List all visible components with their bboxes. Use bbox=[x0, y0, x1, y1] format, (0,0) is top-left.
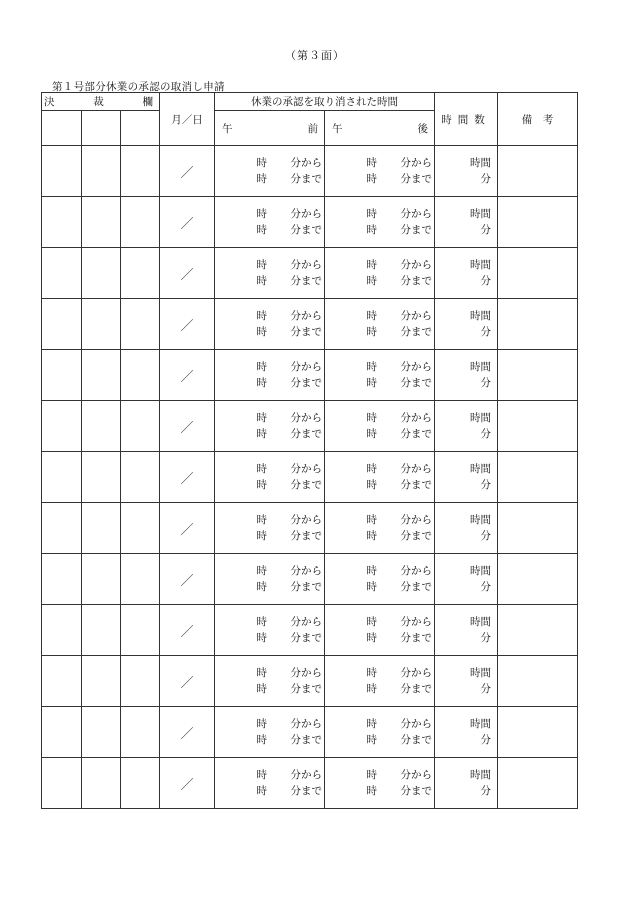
hours-unit-label: 時間 bbox=[470, 769, 491, 781]
hour-label: 時 bbox=[256, 377, 267, 389]
remarks-cell[interactable] bbox=[498, 452, 578, 503]
table-row bbox=[42, 248, 578, 299]
to-label: 分まで bbox=[400, 173, 432, 185]
hours-count-cell[interactable] bbox=[435, 248, 498, 299]
minutes-unit-label: 分 bbox=[480, 581, 491, 593]
from-label: 分から bbox=[290, 310, 322, 322]
from-label: 分から bbox=[400, 463, 432, 475]
month-day-cell[interactable] bbox=[160, 401, 215, 452]
month-day-cell[interactable] bbox=[160, 605, 215, 656]
decision-cell-2[interactable] bbox=[82, 299, 121, 350]
decision-cell-3[interactable] bbox=[121, 605, 160, 656]
minutes-unit-label: 分 bbox=[480, 377, 491, 389]
hours-unit-label: 時間 bbox=[470, 565, 491, 577]
decision-cell-1[interactable] bbox=[42, 554, 82, 605]
decision-cell-1[interactable] bbox=[42, 350, 82, 401]
decision-cell-1[interactable] bbox=[42, 401, 82, 452]
decision-cell-3[interactable] bbox=[121, 197, 160, 248]
hours-count-cell[interactable] bbox=[435, 707, 498, 758]
decision-char-2: 裁 bbox=[93, 96, 104, 108]
remarks-cell[interactable] bbox=[498, 248, 578, 299]
date-slash: ／ bbox=[180, 369, 194, 385]
to-label: 分まで bbox=[290, 632, 322, 644]
minutes-unit-label: 分 bbox=[480, 632, 491, 644]
hour-label: 時 bbox=[366, 667, 377, 679]
from-label: 分から bbox=[290, 718, 322, 730]
from-label: 分から bbox=[400, 361, 432, 373]
hour-label: 時 bbox=[256, 224, 267, 236]
hour-label: 時 bbox=[366, 173, 377, 185]
to-label: 分まで bbox=[400, 377, 432, 389]
hour-label: 時 bbox=[366, 326, 377, 338]
hours-count-cell[interactable] bbox=[435, 554, 498, 605]
decision-cell-1[interactable] bbox=[42, 146, 82, 197]
from-label: 分から bbox=[400, 616, 432, 628]
from-label: 分から bbox=[400, 565, 432, 577]
month-day-cell[interactable] bbox=[160, 503, 215, 554]
hours-count-cell[interactable] bbox=[435, 503, 498, 554]
hour-label: 時 bbox=[256, 530, 267, 542]
hour-label: 時 bbox=[256, 632, 267, 644]
from-label: 分から bbox=[400, 310, 432, 322]
hour-label: 時 bbox=[366, 683, 377, 695]
hours-unit-label: 時間 bbox=[470, 667, 491, 679]
am-char-2: 前 bbox=[307, 122, 318, 135]
month-day-cell[interactable] bbox=[160, 452, 215, 503]
decision-cell-2[interactable] bbox=[82, 656, 121, 707]
date-slash: ／ bbox=[180, 624, 194, 640]
from-label: 分から bbox=[400, 769, 432, 781]
to-label: 分まで bbox=[400, 224, 432, 236]
decision-cell-3[interactable] bbox=[121, 452, 160, 503]
pm-time-cell[interactable] bbox=[325, 656, 435, 707]
am-time-cell[interactable] bbox=[215, 707, 325, 758]
pm-time-cell[interactable] bbox=[325, 197, 435, 248]
from-label: 分から bbox=[290, 361, 322, 373]
hour-label: 時 bbox=[366, 259, 377, 271]
am-time-cell[interactable] bbox=[215, 350, 325, 401]
decision-cell-1[interactable] bbox=[42, 452, 82, 503]
hour-label: 時 bbox=[366, 361, 377, 373]
table-row bbox=[42, 350, 578, 401]
table-row bbox=[42, 401, 578, 452]
date-slash: ／ bbox=[180, 420, 194, 436]
hours-count-cell[interactable] bbox=[435, 197, 498, 248]
hour-label: 時 bbox=[366, 632, 377, 644]
pm-header bbox=[325, 111, 435, 146]
minutes-unit-label: 分 bbox=[480, 326, 491, 338]
to-label: 分まで bbox=[290, 785, 322, 797]
to-label: 分まで bbox=[400, 581, 432, 593]
to-label: 分まで bbox=[290, 275, 322, 287]
from-label: 分から bbox=[290, 463, 322, 475]
hour-label: 時 bbox=[256, 259, 267, 271]
hour-label: 時 bbox=[366, 734, 377, 746]
am-time-cell[interactable] bbox=[215, 248, 325, 299]
decision-cell-3[interactable] bbox=[121, 248, 160, 299]
to-label: 分まで bbox=[400, 275, 432, 287]
date-slash: ／ bbox=[180, 318, 194, 334]
date-slash: ／ bbox=[180, 522, 194, 538]
decision-cell-1[interactable] bbox=[42, 758, 82, 809]
from-label: 分から bbox=[290, 157, 322, 169]
pm-time-cell[interactable] bbox=[325, 605, 435, 656]
remarks-cell[interactable] bbox=[498, 554, 578, 605]
pm-time-cell[interactable] bbox=[325, 248, 435, 299]
date-slash: ／ bbox=[180, 726, 194, 742]
hours-count-cell[interactable] bbox=[435, 656, 498, 707]
remarks-cell[interactable] bbox=[498, 146, 578, 197]
hour-label: 時 bbox=[366, 581, 377, 593]
to-label: 分まで bbox=[290, 683, 322, 695]
hours-unit-label: 時間 bbox=[470, 259, 491, 271]
hour-label: 時 bbox=[256, 310, 267, 322]
decision-cell-1[interactable] bbox=[42, 299, 82, 350]
minutes-unit-label: 分 bbox=[480, 479, 491, 491]
hours-unit-label: 時間 bbox=[470, 361, 491, 373]
to-label: 分まで bbox=[400, 734, 432, 746]
decision-box-1[interactable] bbox=[42, 111, 82, 146]
decision-cell-3[interactable] bbox=[121, 299, 160, 350]
hours-count-cell[interactable] bbox=[435, 146, 498, 197]
decision-cell-2[interactable] bbox=[82, 605, 121, 656]
decision-cell-1[interactable] bbox=[42, 707, 82, 758]
decision-cell-3[interactable] bbox=[121, 707, 160, 758]
hour-label: 時 bbox=[256, 361, 267, 373]
am-char-1: 午 bbox=[222, 122, 233, 135]
decision-cell-2[interactable] bbox=[82, 248, 121, 299]
pm-char-1: 午 bbox=[332, 122, 343, 135]
to-label: 分まで bbox=[400, 785, 432, 797]
decision-cell-3[interactable] bbox=[121, 554, 160, 605]
from-label: 分から bbox=[290, 259, 322, 271]
am-time-cell[interactable] bbox=[215, 299, 325, 350]
decision-cell-2[interactable] bbox=[82, 350, 121, 401]
minutes-unit-label: 分 bbox=[480, 224, 491, 236]
decision-cell-3[interactable] bbox=[121, 503, 160, 554]
month-day-cell[interactable] bbox=[160, 554, 215, 605]
decision-cell-2[interactable] bbox=[82, 758, 121, 809]
decision-cell-1[interactable] bbox=[42, 503, 82, 554]
hours-count-cell[interactable] bbox=[435, 299, 498, 350]
hours-unit-label: 時間 bbox=[470, 208, 491, 220]
hour-label: 時 bbox=[256, 785, 267, 797]
hour-label: 時 bbox=[256, 157, 267, 169]
hour-label: 時 bbox=[366, 616, 377, 628]
from-label: 分から bbox=[400, 157, 432, 169]
from-label: 分から bbox=[400, 208, 432, 220]
am-time-cell[interactable] bbox=[215, 605, 325, 656]
month-day-cell[interactable] bbox=[160, 146, 215, 197]
hour-label: 時 bbox=[366, 275, 377, 287]
hour-label: 時 bbox=[256, 326, 267, 338]
hour-label: 時 bbox=[366, 463, 377, 475]
month-day-cell[interactable] bbox=[160, 350, 215, 401]
date-slash: ／ bbox=[180, 216, 194, 232]
date-slash: ／ bbox=[180, 471, 194, 487]
pm-time-cell[interactable] bbox=[325, 758, 435, 809]
hour-label: 時 bbox=[366, 530, 377, 542]
from-label: 分から bbox=[400, 718, 432, 730]
minutes-unit-label: 分 bbox=[480, 530, 491, 542]
hour-label: 時 bbox=[256, 412, 267, 424]
date-slash: ／ bbox=[180, 675, 194, 691]
hour-label: 時 bbox=[366, 565, 377, 577]
hour-label: 時 bbox=[366, 412, 377, 424]
month-day-cell[interactable] bbox=[160, 656, 215, 707]
hours-unit-label: 時間 bbox=[470, 514, 491, 526]
to-label: 分まで bbox=[400, 632, 432, 644]
from-label: 分から bbox=[290, 565, 322, 577]
minutes-unit-label: 分 bbox=[480, 734, 491, 746]
decision-cell-1[interactable] bbox=[42, 656, 82, 707]
minutes-unit-label: 分 bbox=[480, 785, 491, 797]
to-label: 分まで bbox=[400, 428, 432, 440]
am-header bbox=[215, 111, 325, 146]
hours-unit-label: 時間 bbox=[470, 310, 491, 322]
am-time-cell[interactable] bbox=[215, 656, 325, 707]
hours-count-cell[interactable] bbox=[435, 350, 498, 401]
remarks-header: 備 考 bbox=[498, 93, 578, 146]
to-label: 分まで bbox=[400, 683, 432, 695]
hours-unit-label: 時間 bbox=[470, 718, 491, 730]
remarks-cell[interactable] bbox=[498, 350, 578, 401]
remarks-cell[interactable] bbox=[498, 503, 578, 554]
hour-label: 時 bbox=[256, 479, 267, 491]
hour-label: 時 bbox=[256, 667, 267, 679]
decision-cell-3[interactable] bbox=[121, 401, 160, 452]
am-time-cell[interactable] bbox=[215, 197, 325, 248]
hours-unit-label: 時間 bbox=[470, 616, 491, 628]
date-slash: ／ bbox=[180, 777, 194, 793]
hour-label: 時 bbox=[256, 173, 267, 185]
to-label: 分まで bbox=[400, 479, 432, 491]
hour-label: 時 bbox=[256, 275, 267, 287]
hour-label: 時 bbox=[256, 683, 267, 695]
table-row bbox=[42, 605, 578, 656]
to-label: 分まで bbox=[290, 428, 322, 440]
from-label: 分から bbox=[400, 259, 432, 271]
am-time-cell[interactable] bbox=[215, 452, 325, 503]
hours-count-cell[interactable] bbox=[435, 605, 498, 656]
pm-time-cell[interactable] bbox=[325, 350, 435, 401]
decision-box-2[interactable] bbox=[82, 111, 121, 146]
decision-cell-1[interactable] bbox=[42, 248, 82, 299]
hour-label: 時 bbox=[366, 479, 377, 491]
hour-label: 時 bbox=[366, 208, 377, 220]
cancellation-form-table bbox=[41, 92, 578, 809]
decision-cell-1[interactable] bbox=[42, 605, 82, 656]
hour-label: 時 bbox=[366, 224, 377, 236]
pm-time-cell[interactable] bbox=[325, 401, 435, 452]
from-label: 分から bbox=[290, 514, 322, 526]
remarks-cell[interactable] bbox=[498, 299, 578, 350]
to-label: 分まで bbox=[290, 581, 322, 593]
decision-cell-2[interactable] bbox=[82, 452, 121, 503]
to-label: 分まで bbox=[290, 377, 322, 389]
hour-label: 時 bbox=[256, 581, 267, 593]
to-label: 分まで bbox=[290, 224, 322, 236]
pm-time-cell[interactable] bbox=[325, 554, 435, 605]
remarks-cell[interactable] bbox=[498, 707, 578, 758]
pm-char-2: 後 bbox=[417, 122, 428, 135]
from-label: 分から bbox=[290, 769, 322, 781]
minutes-unit-label: 分 bbox=[480, 683, 491, 695]
table-row bbox=[42, 758, 578, 809]
hour-label: 時 bbox=[256, 718, 267, 730]
table-row bbox=[42, 197, 578, 248]
hour-label: 時 bbox=[256, 565, 267, 577]
from-label: 分から bbox=[400, 412, 432, 424]
pm-time-cell[interactable] bbox=[325, 452, 435, 503]
table-row bbox=[42, 146, 578, 197]
table-row bbox=[42, 452, 578, 503]
to-label: 分まで bbox=[290, 173, 322, 185]
pm-time-cell[interactable] bbox=[325, 299, 435, 350]
hours-count-cell[interactable] bbox=[435, 452, 498, 503]
hours-count-cell[interactable] bbox=[435, 758, 498, 809]
minutes-unit-label: 分 bbox=[480, 275, 491, 287]
table-row bbox=[42, 299, 578, 350]
decision-cell-2[interactable] bbox=[82, 503, 121, 554]
hour-label: 時 bbox=[256, 208, 267, 220]
remarks-cell[interactable] bbox=[498, 656, 578, 707]
pm-time-cell[interactable] bbox=[325, 707, 435, 758]
hour-label: 時 bbox=[366, 718, 377, 730]
hours-count-header: 時間数 bbox=[435, 93, 498, 146]
table-row bbox=[42, 656, 578, 707]
decision-box-3[interactable] bbox=[121, 111, 160, 146]
form-title: 第１号部分休業の承認の取消し申請 bbox=[52, 81, 225, 93]
hour-label: 時 bbox=[256, 428, 267, 440]
minutes-unit-label: 分 bbox=[480, 173, 491, 185]
pm-time-cell[interactable] bbox=[325, 503, 435, 554]
page-number: （第３面） bbox=[285, 49, 345, 62]
from-label: 分から bbox=[400, 667, 432, 679]
hours-unit-label: 時間 bbox=[470, 463, 491, 475]
am-time-cell[interactable] bbox=[215, 503, 325, 554]
decision-cell-3[interactable] bbox=[121, 350, 160, 401]
hour-label: 時 bbox=[366, 310, 377, 322]
decision-char-3: 欄 bbox=[142, 96, 153, 108]
hours-unit-label: 時間 bbox=[470, 412, 491, 424]
decision-char-1: 決 bbox=[44, 96, 55, 108]
hour-label: 時 bbox=[256, 616, 267, 628]
hour-label: 時 bbox=[366, 514, 377, 526]
am-time-cell[interactable] bbox=[215, 401, 325, 452]
decision-column-header bbox=[42, 93, 160, 111]
decision-cell-1[interactable] bbox=[42, 197, 82, 248]
decision-cell-3[interactable] bbox=[121, 656, 160, 707]
hour-label: 時 bbox=[256, 514, 267, 526]
to-label: 分まで bbox=[290, 479, 322, 491]
date-slash: ／ bbox=[180, 267, 194, 283]
hour-label: 時 bbox=[366, 428, 377, 440]
decision-cell-2[interactable] bbox=[82, 146, 121, 197]
hour-label: 時 bbox=[366, 769, 377, 781]
table-row bbox=[42, 554, 578, 605]
remarks-cell[interactable] bbox=[498, 605, 578, 656]
date-slash: ／ bbox=[180, 165, 194, 181]
decision-cell-3[interactable] bbox=[121, 146, 160, 197]
hour-label: 時 bbox=[366, 157, 377, 169]
from-label: 分から bbox=[400, 514, 432, 526]
pm-time-cell[interactable] bbox=[325, 146, 435, 197]
minutes-unit-label: 分 bbox=[480, 428, 491, 440]
hours-unit-label: 時間 bbox=[470, 157, 491, 169]
from-label: 分から bbox=[290, 208, 322, 220]
remarks-cell[interactable] bbox=[498, 401, 578, 452]
to-label: 分まで bbox=[400, 530, 432, 542]
decision-cell-3[interactable] bbox=[121, 758, 160, 809]
decision-cell-2[interactable] bbox=[82, 197, 121, 248]
to-label: 分まで bbox=[290, 530, 322, 542]
hour-label: 時 bbox=[256, 734, 267, 746]
to-label: 分まで bbox=[290, 734, 322, 746]
date-slash: ／ bbox=[180, 573, 194, 589]
month-day-cell[interactable] bbox=[160, 758, 215, 809]
month-day-header: 月／日 bbox=[160, 93, 215, 146]
table-row bbox=[42, 707, 578, 758]
decision-cell-2[interactable] bbox=[82, 554, 121, 605]
decision-cell-2[interactable] bbox=[82, 401, 121, 452]
cancelled-time-header: 休業の承認を取り消された時間 bbox=[215, 93, 435, 111]
hour-label: 時 bbox=[366, 377, 377, 389]
month-day-cell[interactable] bbox=[160, 248, 215, 299]
from-label: 分から bbox=[290, 616, 322, 628]
hour-label: 時 bbox=[256, 769, 267, 781]
remarks-cell[interactable] bbox=[498, 197, 578, 248]
table-row bbox=[42, 503, 578, 554]
hours-count-cell[interactable] bbox=[435, 401, 498, 452]
to-label: 分まで bbox=[400, 326, 432, 338]
month-day-cell[interactable] bbox=[160, 299, 215, 350]
hour-label: 時 bbox=[366, 785, 377, 797]
from-label: 分から bbox=[290, 412, 322, 424]
remarks-cell[interactable] bbox=[498, 758, 578, 809]
hour-label: 時 bbox=[256, 463, 267, 475]
from-label: 分から bbox=[290, 667, 322, 679]
am-time-cell[interactable] bbox=[215, 758, 325, 809]
month-day-cell[interactable] bbox=[160, 197, 215, 248]
am-time-cell[interactable] bbox=[215, 554, 325, 605]
month-day-cell[interactable] bbox=[160, 707, 215, 758]
am-time-cell[interactable] bbox=[215, 146, 325, 197]
to-label: 分まで bbox=[290, 326, 322, 338]
decision-cell-2[interactable] bbox=[82, 707, 121, 758]
